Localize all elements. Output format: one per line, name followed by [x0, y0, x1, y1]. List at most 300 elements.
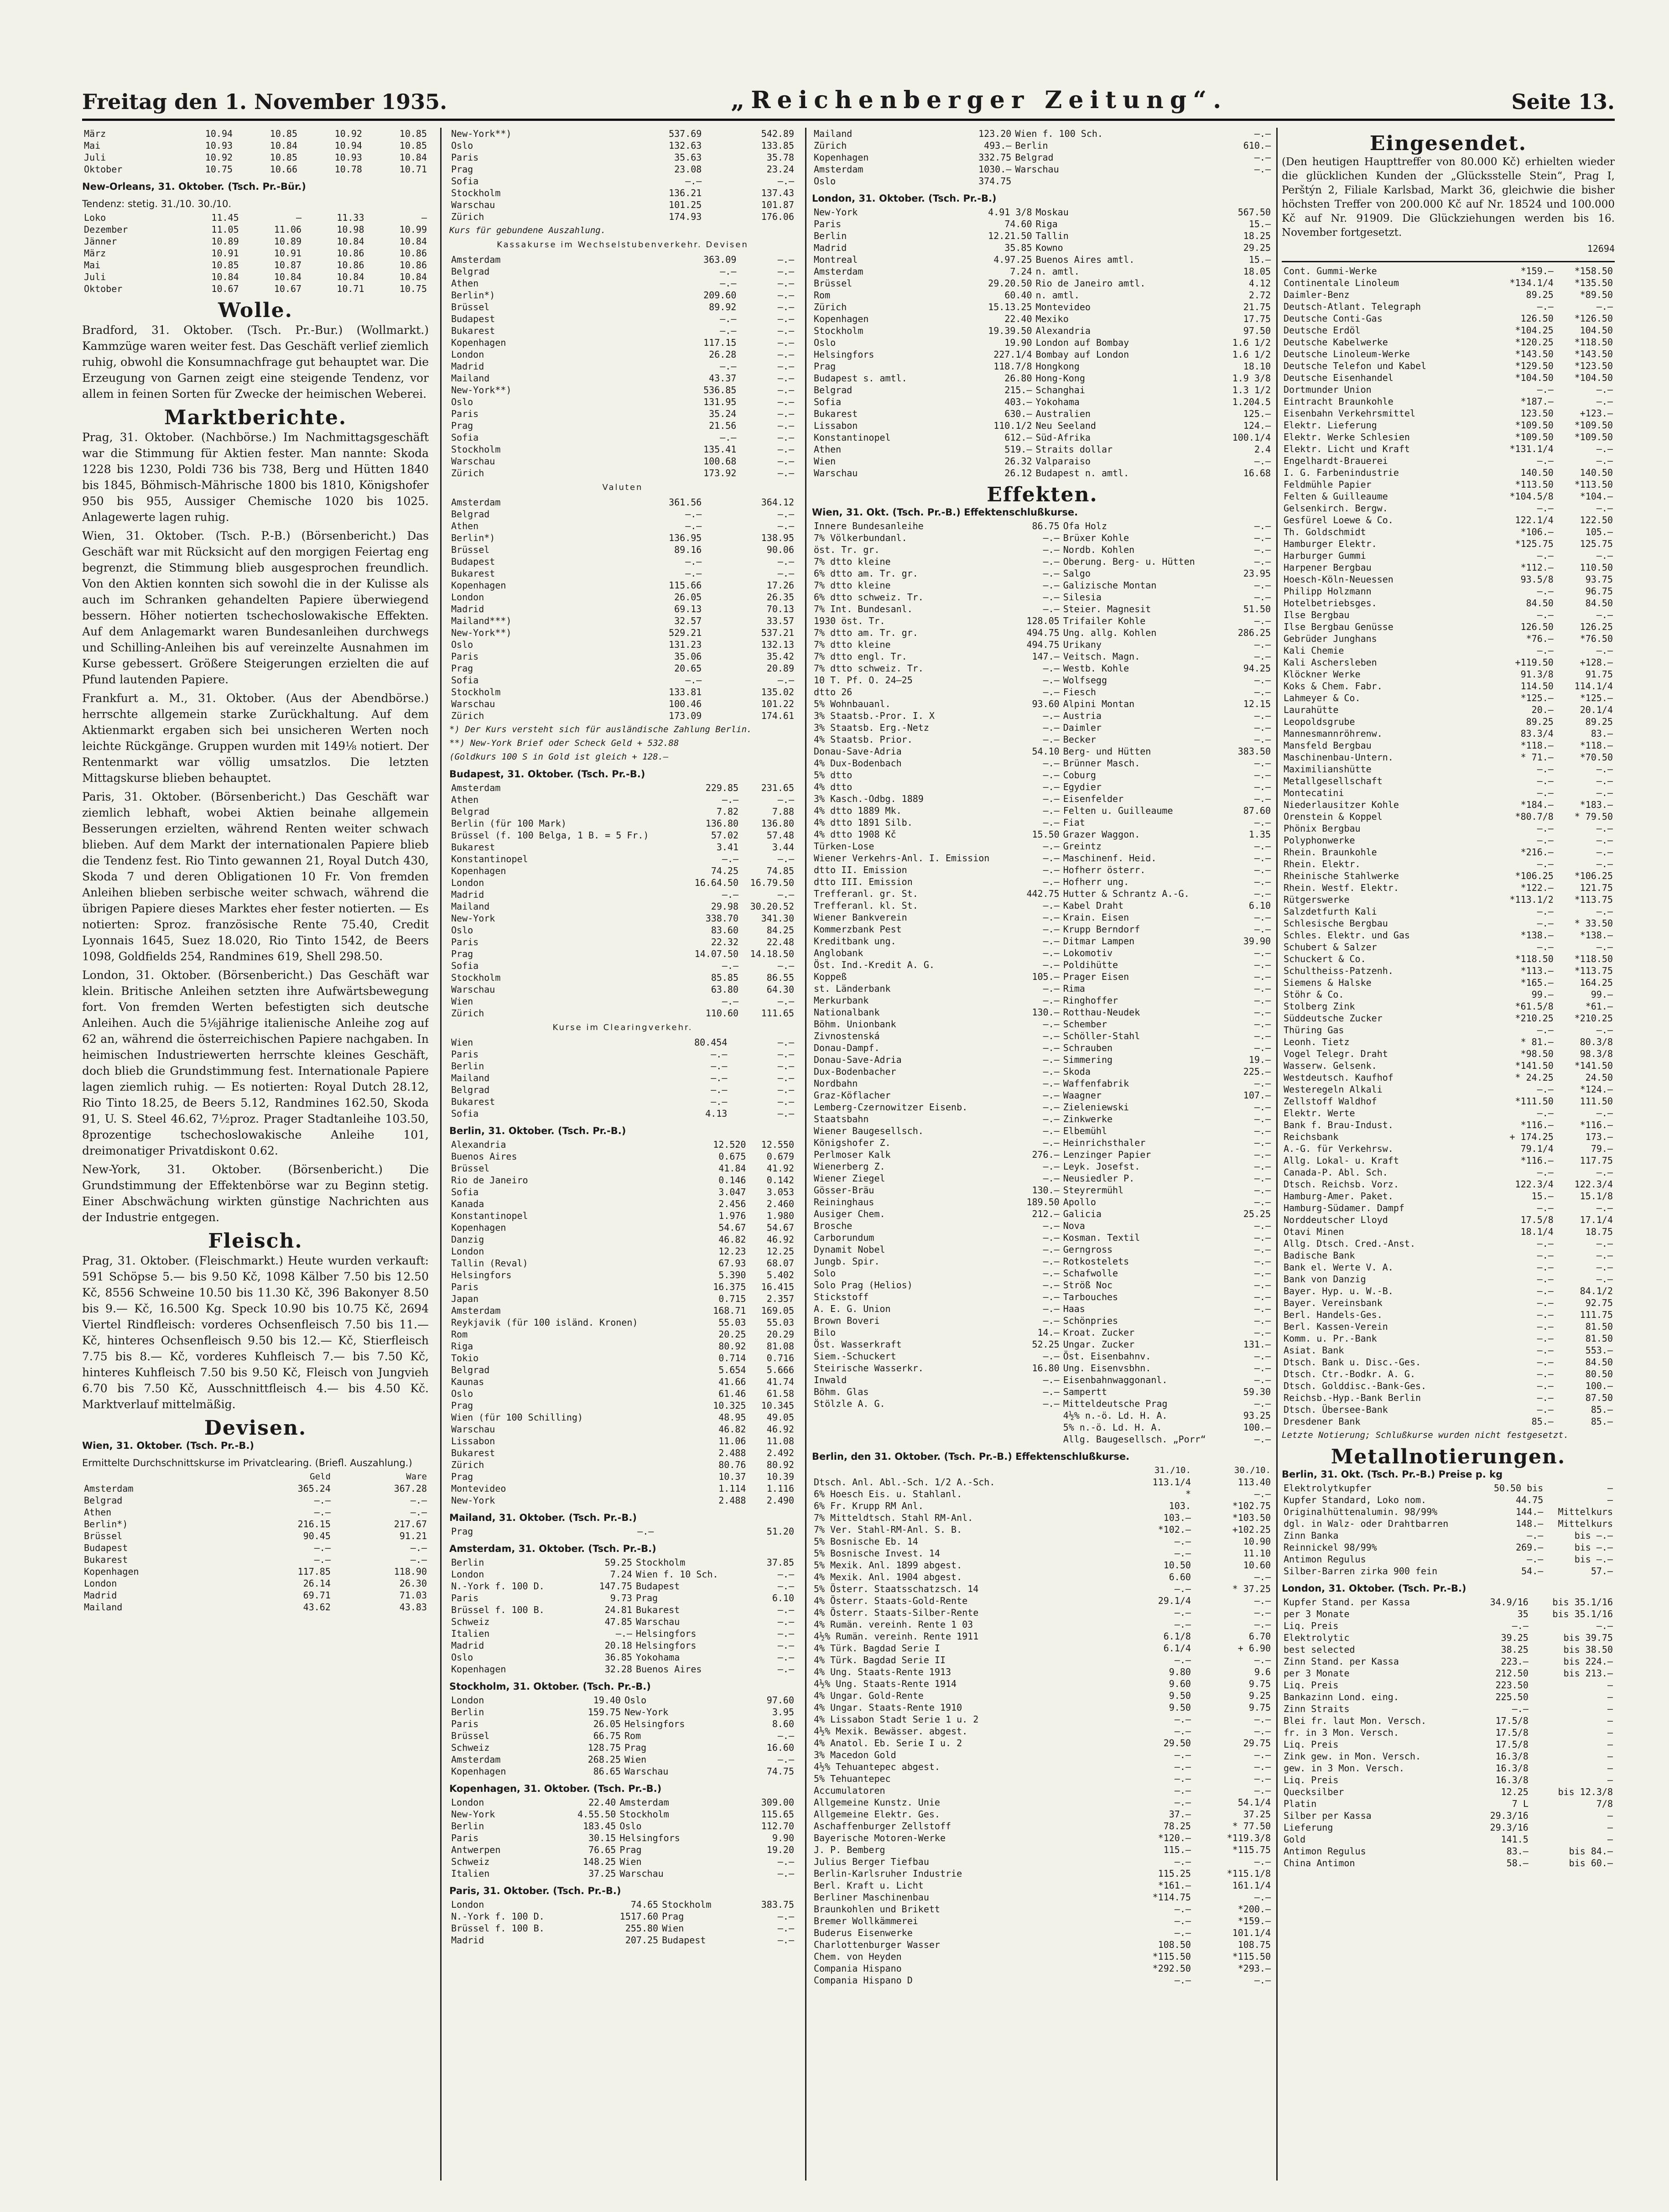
row-label: Bukarest [84, 1554, 128, 1565]
table-row [812, 1488, 1273, 1500]
row-label: Eisenbahnwaggonanl. [1063, 1374, 1168, 1385]
table-row [449, 591, 796, 603]
row-label: dgl. in Walz- oder Drahtbarren [1284, 1518, 1449, 1529]
row-value: 15.13.25 [988, 302, 1032, 312]
row-value: 0.716 [766, 1353, 794, 1364]
row-label: Paris [451, 152, 479, 163]
table-row [449, 1376, 796, 1388]
row-label: Dynamit Nobel [814, 1244, 885, 1255]
row-value: —.— [1254, 983, 1271, 994]
row-value: —.— [1537, 550, 1554, 561]
row-value: 6.10 [1248, 900, 1271, 911]
row-value: 67.93 [718, 1258, 746, 1269]
table-row [1282, 1249, 1615, 1261]
table-row [449, 912, 796, 924]
table-row [449, 455, 796, 467]
row-value: 29.50 [1163, 1738, 1191, 1749]
row-label: Bank f. Brau-Indust. [1284, 1119, 1393, 1130]
row-value: 81.08 [766, 1341, 794, 1352]
row-value: 49.05 [766, 1412, 794, 1423]
row-value: 76.65 [588, 1844, 616, 1855]
row-value: 10.75 [399, 283, 427, 294]
row-value: 10.67 [211, 283, 239, 294]
row-value: 80.92 [766, 1459, 794, 1470]
row-value: —.— [1254, 853, 1271, 864]
row-label: Oslo [619, 1821, 642, 1832]
row-value: 189.50 [1026, 1197, 1060, 1207]
row-value: 22.40 [1004, 313, 1032, 324]
row-value: 37.85 [766, 1557, 794, 1568]
row-value: 115.66 [669, 580, 702, 591]
row-label: Dux-Bodenbacher [814, 1066, 896, 1077]
row-value: *106.25 [1574, 870, 1613, 881]
table-row [449, 1754, 796, 1765]
table-row [1282, 479, 1615, 490]
row-value: 26.28 [709, 349, 737, 360]
table-row [812, 1962, 1273, 1974]
row-label: Zinn Stand. per Kassa [1284, 1656, 1399, 1667]
row-value: 38.25 [1501, 1644, 1529, 1655]
table-row [449, 1651, 796, 1663]
row-label: Buenos Aires [451, 1151, 517, 1162]
row-value: —.— [1043, 1054, 1060, 1065]
row-value: 10.84 [337, 271, 364, 282]
row-value: *126.50 [1574, 313, 1613, 324]
row-value: 1.9 3/8 [1232, 373, 1271, 384]
row-value: *131.1/4 [1509, 443, 1554, 454]
table-row [812, 432, 1273, 443]
row-value: —.— [1254, 817, 1271, 828]
row-value: 494.75 [1026, 639, 1060, 650]
row-value: —.— [1043, 1090, 1060, 1101]
row-value: 99.— [1531, 989, 1554, 1000]
row-value: —.— [1254, 793, 1271, 804]
row-value: —.— [1537, 859, 1554, 869]
table-row [449, 829, 796, 841]
row-value: —.— [1596, 503, 1613, 514]
row-value: *135.50 [1574, 277, 1613, 288]
row-label: London [451, 877, 484, 888]
paris-heading: Paris, 31. Oktober. (Tsch. Pr.-B.) [449, 1885, 621, 1896]
row-value: 35.42 [766, 651, 794, 662]
table-row [1282, 324, 1615, 336]
table-row [1282, 704, 1615, 716]
row-label: Wien [619, 1856, 642, 1867]
row-label: Budapest [451, 556, 495, 567]
row-value: —.— [1043, 900, 1060, 911]
row-value: 20.— [1531, 704, 1554, 715]
row-value: 1.35 [1248, 829, 1271, 840]
row-value: *116.— [1520, 1119, 1554, 1130]
row-value: —.— [1174, 1975, 1191, 1986]
row-value: 90.45 [303, 1530, 331, 1541]
table-row [812, 1315, 1273, 1327]
row-value: *104.50 [1574, 372, 1613, 383]
row-value: —.— [777, 361, 794, 372]
amsterdam-table [449, 1556, 796, 1675]
table-row [812, 1737, 1273, 1749]
data-table [449, 1796, 796, 1879]
row-label: Philipp Holzmann [1284, 586, 1372, 597]
row-label: Loko [84, 212, 106, 223]
row-label: Zürich [451, 1459, 484, 1470]
row-value: 133.85 [761, 140, 794, 151]
row-label: Neu Seeland [1035, 420, 1096, 431]
row-value: *141.50 [1574, 1060, 1613, 1071]
table-row [449, 627, 796, 639]
row-value: 107.— [1243, 1090, 1271, 1101]
row-value: —.— [1043, 1232, 1060, 1243]
data-table [1282, 1482, 1615, 1577]
row-label: dtto III. Emission [814, 876, 913, 887]
row-label: Elektrolytic [1284, 1632, 1350, 1643]
row-value [1019, 1410, 1061, 1421]
row-value: —.— [1254, 1726, 1271, 1737]
row-value: —.— [1596, 455, 1613, 466]
table-row [812, 1891, 1273, 1903]
row-value: 26.80 [1004, 373, 1032, 384]
row-value: 144.— [1516, 1506, 1544, 1517]
row-label: Asiat. Bank [1284, 1345, 1344, 1356]
row-label: Haas [1063, 1303, 1085, 1314]
row-value: *102.— [1158, 1524, 1191, 1535]
row-label: Paris [451, 1281, 479, 1292]
row-value: *61.— [1585, 1001, 1613, 1012]
row-label: Alpini Montan [1063, 698, 1135, 709]
row-value: 2.488 [718, 1495, 746, 1506]
row-label: Valparaiso [1035, 456, 1091, 467]
row-label: März [84, 248, 106, 259]
row-label: 10 T. Pf. O. 24—25 [814, 675, 913, 686]
data-table [449, 128, 796, 223]
row-value: 117.85 [297, 1566, 331, 1577]
row-value: —.— [777, 960, 794, 971]
row-label: Laurahütte [1284, 704, 1339, 715]
table-row [812, 1512, 1273, 1524]
row-label: Oberung. Berg- u. Hütten [1063, 556, 1195, 567]
table-row [812, 544, 1273, 556]
row-label: Bayer. Hyp. u. W.-B. [1284, 1286, 1393, 1296]
row-value: 84.50 [1585, 598, 1613, 609]
table-row [449, 432, 796, 443]
data-table [449, 254, 796, 479]
devisen-table [82, 1471, 429, 1613]
table-row [449, 639, 796, 651]
row-value: —.— [1254, 959, 1271, 970]
row-value: + 174.25 [1509, 1131, 1554, 1142]
table-row [812, 1524, 1273, 1535]
table-row [812, 1915, 1273, 1927]
data-table [82, 128, 429, 175]
row-label: Elektr. Werke Schlesien [1284, 432, 1410, 442]
table-row [812, 627, 1273, 639]
row-value: 11.10 [1243, 1548, 1271, 1559]
row-value: 115.25 [1158, 1868, 1191, 1879]
table-row [1282, 811, 1615, 822]
row-value: —.— [1254, 1078, 1271, 1089]
row-value: 58.— [1506, 1858, 1529, 1868]
table-row [1282, 467, 1615, 479]
row-label: Stickstoff [814, 1291, 869, 1302]
row-label: Allgemeine Elektr. Ges. [814, 1809, 940, 1820]
table-row [449, 1856, 796, 1868]
row-label: Oktober [84, 283, 123, 294]
row-label: Fiat [1063, 817, 1085, 828]
row-value: —.— [1254, 520, 1271, 531]
table-row [449, 163, 796, 175]
row-value: 111.50 [1580, 1096, 1613, 1107]
row-value: 63.80 [711, 984, 739, 995]
row-label: 6% dtto schweiz. Tr. [814, 592, 924, 603]
row-label: Paris [451, 937, 479, 947]
row-value: 43.62 [303, 1602, 331, 1613]
row-value: —.— [1596, 1620, 1613, 1631]
table-row [1282, 419, 1615, 431]
table-row [449, 782, 796, 794]
row-value: 10.86 [337, 248, 364, 259]
row-value: —.— [720, 361, 737, 372]
row-value: 131.— [1243, 1339, 1271, 1350]
row-label: Silber per Kassa [1284, 1810, 1372, 1821]
row-label: Stöhr & Co. [1284, 989, 1344, 1000]
clearing-heading: Kurse im Clearingverkehr. [552, 1023, 693, 1032]
row-value: *109.50 [1515, 420, 1554, 431]
row-value: 10.67 [274, 283, 302, 294]
row-value: —.— [722, 996, 739, 1007]
row-label: Hutter & Schrantz A.-G. [1063, 888, 1190, 899]
table-row [449, 960, 796, 972]
row-label: Dtsch. Reichsb. Vorz. [1284, 1179, 1399, 1190]
table-row [1282, 1541, 1615, 1553]
row-label: Montevideo [451, 1483, 506, 1494]
row-value: — [1607, 1834, 1613, 1845]
row-label: Oktober [84, 164, 123, 175]
row-label: Kaunas [451, 1376, 484, 1387]
row-value: 61.46 [718, 1388, 746, 1399]
table-row [812, 639, 1273, 651]
row-label: 4% dtto 1908 Kč [814, 829, 896, 840]
row-label: Buderus Eisenwerke [814, 1927, 913, 1938]
row-label: Schuckert & Co. [1284, 953, 1366, 964]
row-value: 32.28 [604, 1664, 632, 1675]
table-row [449, 1718, 796, 1730]
table-row [1282, 1095, 1615, 1107]
row-label: 4% Rumän. vereinh. Rente 1 03 [814, 1619, 973, 1630]
row-label: Solo [814, 1268, 836, 1279]
row-value: 374.75 [978, 176, 1012, 187]
fleisch-title: Fleisch. [208, 1229, 303, 1253]
row-label: Blei fr. laut Mon. Versch. [1284, 1715, 1427, 1726]
row-value: 11.08 [766, 1436, 794, 1447]
row-label: Wien f. 100 Sch. [1015, 128, 1103, 139]
row-value: —.— [1254, 1149, 1271, 1160]
table-row [449, 1036, 796, 1048]
row-value: *106.25 [1515, 870, 1554, 881]
row-value: 17.1/4 [1580, 1214, 1613, 1225]
table-row [1282, 1608, 1615, 1620]
row-value: 26.05 [674, 592, 702, 603]
row-value: 83.— [1591, 728, 1613, 739]
row-label: Sofia [814, 396, 842, 407]
row-label: Berlin*) [451, 532, 495, 543]
row-label: Stolberg Zink [1284, 1001, 1355, 1012]
row-label: Schultheiss-Patzenh. [1284, 965, 1393, 976]
row-label: 7% Völkerbundanl. [814, 532, 907, 543]
row-label: Deutsche Eisenhandel [1284, 372, 1393, 383]
table-row [812, 1702, 1273, 1713]
row-value: —.— [1254, 1975, 1271, 1986]
row-value: —.— [1596, 396, 1613, 407]
table-row [82, 1577, 429, 1589]
row-label: 5% n.-ö. Ld. H. A. [1063, 1422, 1162, 1433]
table-row [82, 1518, 429, 1530]
row-label: Urikany [1063, 639, 1102, 650]
row-value: bis 12.3/8 [1558, 1786, 1613, 1797]
row-value: 41.84 [718, 1163, 746, 1174]
table-row [812, 1535, 1273, 1547]
row-value: + 6.90 [1237, 1643, 1271, 1654]
stockholm-table [449, 1694, 796, 1777]
row-value: —.— [1043, 556, 1060, 567]
row-value: 6.10 [772, 1593, 794, 1603]
table-row [812, 1291, 1273, 1303]
row-label: 4% Ungar. Gold-Rente [814, 1690, 924, 1701]
row-value: —.— [1537, 645, 1554, 656]
row-value: —.— [777, 385, 794, 396]
row-label: Athen [451, 794, 479, 805]
row-label: Juli [84, 271, 106, 282]
table-row [449, 1400, 796, 1411]
row-label: Th. Goldschmidt [1284, 526, 1366, 537]
row-value: 64.30 [766, 984, 794, 995]
row-value: 10.37 [718, 1471, 746, 1482]
row-value: —.— [314, 1507, 331, 1518]
table-row [1282, 1392, 1615, 1404]
row-value: 16.80 [1032, 1363, 1060, 1374]
row-value: 383.75 [761, 1899, 794, 1910]
row-value: —.— [1174, 1655, 1191, 1666]
row-label: Stockholm [662, 1899, 712, 1910]
row-value: 89.92 [709, 302, 737, 312]
row-value: —.— [1043, 912, 1060, 923]
row-label: Italien [451, 1628, 490, 1639]
row-value: —.— [1254, 1785, 1271, 1796]
row-value: 183.45 [583, 1821, 616, 1832]
table-row [1282, 1810, 1615, 1822]
row-value: —.— [1537, 1380, 1554, 1391]
row-value: *165.— [1520, 977, 1554, 988]
row-value: 17.5/8 [1495, 1715, 1529, 1726]
row-value: 10.345 [761, 1400, 794, 1411]
stocks-note: Letzte Notierung; Schlußkurse wurden nicht festgesetzt. [1282, 1430, 1569, 1440]
row-value: *76.— [1526, 633, 1554, 644]
row-value: —.— [1254, 1374, 1271, 1385]
row-value: *109.50 [1515, 432, 1554, 442]
row-label: Originalhüttenalumin. 98/99% [1284, 1506, 1438, 1517]
row-value: bis 35.1/16 [1552, 1597, 1613, 1608]
row-value: —.— [777, 254, 794, 265]
row-value: 209.60 [703, 290, 737, 301]
row-label: Norddeutscher Lloyd [1284, 1214, 1388, 1225]
table-row [812, 567, 1273, 579]
row-value: —.— [777, 1628, 794, 1639]
table-row [1282, 1202, 1615, 1214]
row-label: Zivnostenská [814, 1031, 880, 1041]
table-row [812, 254, 1273, 265]
table-row [1282, 656, 1615, 668]
row-value: 60.40 [1004, 290, 1032, 301]
row-value: *141.50 [1515, 1060, 1554, 1071]
row-label: Zink gew. in Mon. Versch. [1284, 1751, 1421, 1762]
row-value: —.— [1537, 906, 1554, 917]
row-label: Mailand [814, 128, 853, 139]
table-row [1282, 609, 1615, 621]
row-label: Belgrad [451, 266, 490, 277]
row-value: 124.— [1243, 420, 1271, 431]
row-value: —.— [1537, 823, 1554, 834]
row-label: Yokohama [635, 1652, 680, 1663]
table-row [1282, 348, 1615, 360]
row-value: 101.22 [761, 698, 794, 709]
row-value: 542.89 [761, 128, 794, 139]
row-label: Rheinische Stahlwerke [1284, 870, 1399, 881]
row-label: Bankazinn Lond. eing. [1284, 1692, 1399, 1702]
row-label: 5% Bosnische Invest. 14 [814, 1548, 940, 1559]
row-value: *125.75 [1515, 538, 1554, 549]
row-value: *125.— [1520, 692, 1554, 703]
row-value: —.— [1596, 1238, 1613, 1249]
row-value: 33.57 [766, 615, 794, 626]
table-row [449, 1139, 796, 1150]
table-row [1282, 1083, 1615, 1095]
row-label: st. Länderbank [814, 983, 891, 994]
table-row [1282, 585, 1615, 597]
row-label: Gebrüder Junghans [1284, 633, 1377, 644]
row-label: Buenos Aires [635, 1664, 702, 1675]
metall-heading: Berlin, 31. Okt. (Tsch. Pr.-B.) Preise p. kg [1282, 1469, 1503, 1480]
row-value: 57.— [1591, 1566, 1613, 1577]
row-value: —.— [1043, 580, 1060, 591]
row-value: 71.03 [399, 1590, 427, 1601]
row-value: — [1607, 1680, 1613, 1691]
table-row [82, 247, 429, 259]
row-label: Belgrad [84, 1495, 123, 1506]
row-value: —.— [777, 1569, 794, 1580]
row-value: * 81.— [1520, 1036, 1554, 1047]
row-value: 100.68 [703, 456, 737, 467]
row-value [1207, 175, 1273, 187]
row-value: 176.06 [761, 211, 794, 222]
row-label: Kowno [1035, 242, 1063, 253]
table-row [449, 1556, 796, 1568]
row-value: —.— [1043, 936, 1060, 947]
row-label: Wien [624, 1754, 647, 1765]
row-value: 0.679 [766, 1151, 794, 1162]
row-value: —.— [1527, 1554, 1544, 1565]
table-row [1282, 1344, 1615, 1356]
eingesendet-title: Eingesendet. [1369, 132, 1527, 155]
table-row [1282, 1380, 1615, 1392]
row-value [1019, 1433, 1061, 1445]
row-value: —.— [1537, 1250, 1554, 1261]
table-row [812, 1595, 1273, 1607]
table-row [812, 603, 1273, 615]
row-label: 6% dtto am. Tr. gr. [814, 568, 918, 579]
row-value: —.— [711, 1096, 728, 1107]
table-row [812, 1077, 1273, 1089]
table-row [449, 289, 796, 301]
row-value: 10.84 [337, 236, 364, 247]
